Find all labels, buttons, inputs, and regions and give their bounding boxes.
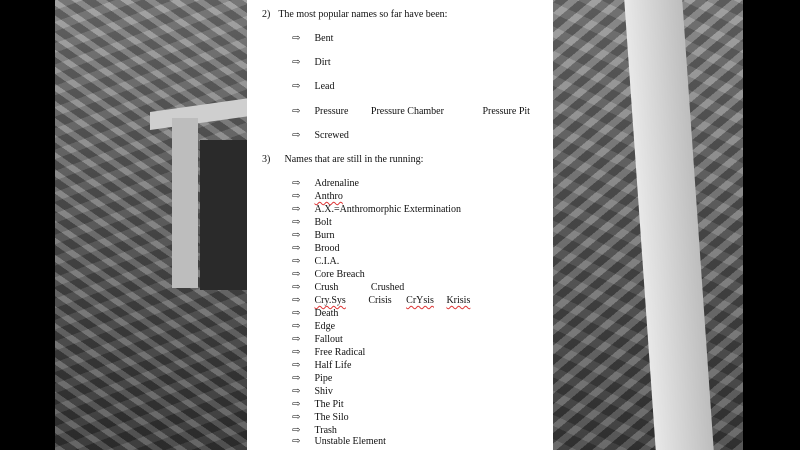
- arrow-icon: ⇨: [292, 425, 301, 436]
- list-item: ⇨ Burn: [292, 230, 335, 241]
- arrow-icon: ⇨: [292, 334, 301, 345]
- arrow-icon: ⇨: [292, 243, 301, 254]
- arrow-icon: ⇨: [292, 308, 301, 319]
- arrow-icon: ⇨: [292, 81, 301, 92]
- arrow-icon: ⇨: [292, 399, 301, 410]
- arrow-icon: ⇨: [292, 191, 301, 202]
- arrow-icon: ⇨: [292, 33, 301, 44]
- list-item: ⇨ C.I.A.: [292, 256, 340, 267]
- list-item: ⇨ Cry.Sys Crisis CrYsis Krisis: [292, 295, 471, 306]
- list-item: ⇨ Shiv: [292, 386, 333, 397]
- arrow-icon: ⇨: [292, 373, 301, 384]
- document-page: [247, 0, 553, 450]
- wooden-beam-vertical: [172, 118, 198, 288]
- list-item: ⇨ Screwed: [292, 130, 349, 141]
- arrow-icon: ⇨: [292, 321, 301, 332]
- arrow-icon: ⇨: [292, 386, 301, 397]
- tunnel-opening: [200, 140, 250, 290]
- section-heading-popular: 2) The most popular names so far have been:: [262, 9, 448, 20]
- arrow-icon: ⇨: [292, 360, 301, 371]
- list-item: ⇨ Crush Crushed: [292, 282, 405, 293]
- list-item: ⇨ Adrenaline: [292, 178, 359, 189]
- list-item: ⇨ Unstable Element: [292, 436, 386, 447]
- list-item: ⇨ Fallout: [292, 334, 343, 345]
- list-item: ⇨ Death: [292, 308, 339, 319]
- list-item: ⇨ Anthro: [292, 191, 343, 202]
- arrow-icon: ⇨: [292, 256, 301, 267]
- arrow-icon: ⇨: [292, 269, 301, 280]
- arrow-icon: ⇨: [292, 412, 301, 423]
- arrow-icon: ⇨: [292, 347, 301, 358]
- arrow-icon: ⇨: [292, 282, 301, 293]
- arrow-icon: ⇨: [292, 130, 301, 141]
- arrow-icon: ⇨: [292, 178, 301, 189]
- letterbox-left: [0, 0, 55, 450]
- list-item: ⇨ Lead: [292, 81, 335, 92]
- list-item: ⇨ Free Radical: [292, 347, 366, 358]
- list-item: ⇨ Core Breach: [292, 269, 365, 280]
- arrow-icon: ⇨: [292, 230, 301, 241]
- list-item: ⇨ Edge: [292, 321, 336, 332]
- letterbox-right: [743, 0, 800, 450]
- list-item: ⇨ Half Life: [292, 360, 352, 371]
- list-item: ⇨ Trash: [292, 425, 337, 436]
- list-item: ⇨ The Silo: [292, 412, 349, 423]
- list-item: ⇨ Pipe: [292, 373, 333, 384]
- arrow-icon: ⇨: [292, 204, 301, 215]
- list-item: ⇨ The Pit: [292, 399, 344, 410]
- arrow-icon: ⇨: [292, 295, 301, 306]
- section-heading-running: 3) Names that are still in the running:: [262, 154, 424, 165]
- list-item: ⇨ A.X.=Anthromorphic Extermination: [292, 204, 461, 215]
- arrow-icon: ⇨: [292, 217, 301, 228]
- arrow-icon: ⇨: [292, 436, 301, 447]
- list-item: ⇨ Bent: [292, 33, 334, 44]
- list-item: ⇨ Dirt: [292, 57, 331, 68]
- arrow-icon: ⇨: [292, 106, 301, 117]
- list-item: ⇨ Bolt: [292, 217, 332, 228]
- list-item: ⇨ Brood: [292, 243, 340, 254]
- list-item: ⇨ Pressure Pressure Chamber Pressure Pit: [292, 106, 530, 117]
- arrow-icon: ⇨: [292, 57, 301, 68]
